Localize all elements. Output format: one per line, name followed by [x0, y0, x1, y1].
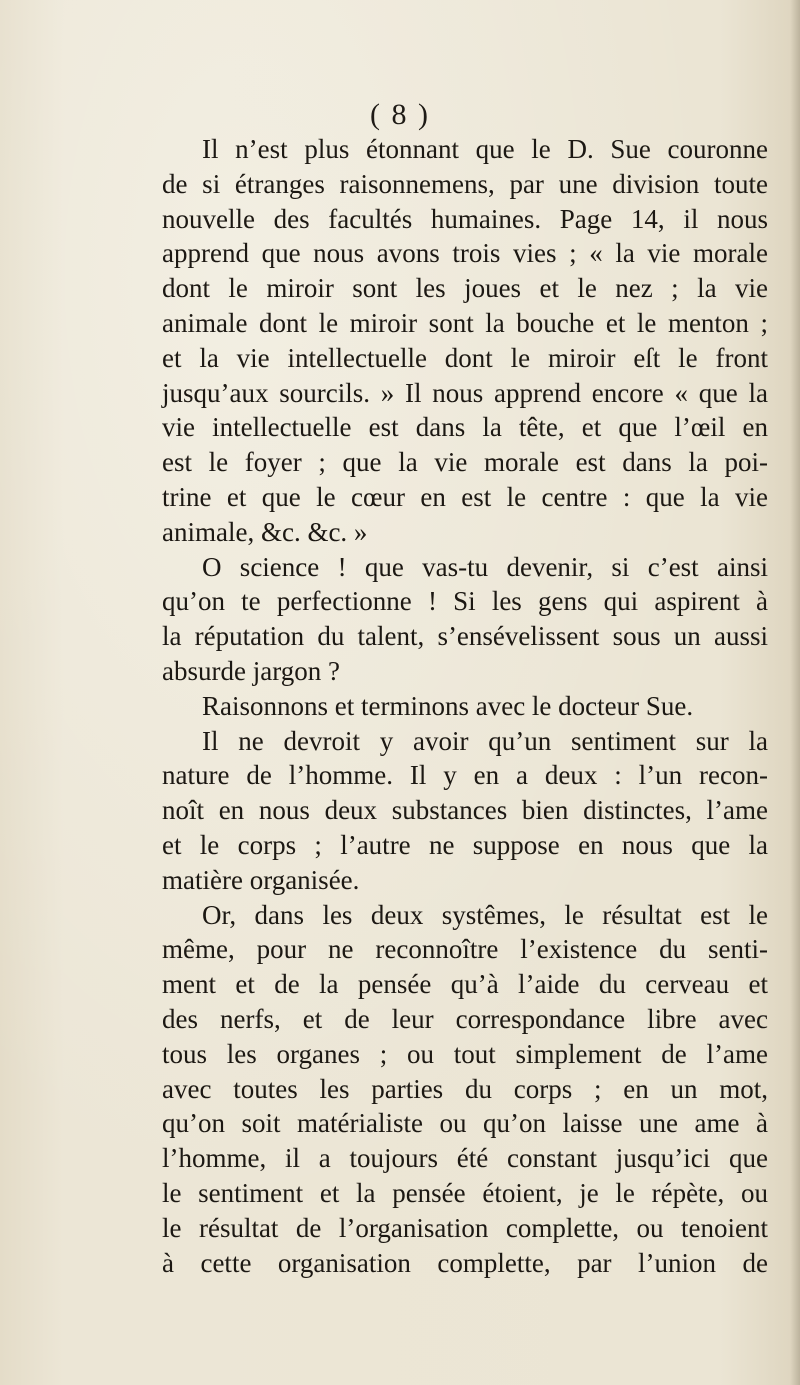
text-line: Raisonnons et terminons avec le docteur Sue. [202, 690, 694, 721]
text-line: animale dont le miroir sont la bouche et le menton ; [162, 307, 768, 338]
page-number: ( 8 ) [370, 98, 430, 131]
text-line: qu’on te perfectionne ! Si les gens qui aspirent à [162, 586, 768, 617]
text-line: le résultat de l’organisation complette, ou tenoient [162, 1212, 768, 1243]
text-line: Il ne devroit y avoir qu’un sentiment sur la [202, 725, 768, 756]
text-line: absurde jargon ? [162, 655, 340, 686]
text-line: la réputation du talent, s’ensévelissent sous un aussi [162, 621, 768, 652]
text-line: à cette organisation complette, par l’union de [162, 1247, 768, 1278]
text-line: de si étranges raisonnemens, par une division toute [162, 168, 768, 199]
text-line: avec toutes les parties du corps ; en un mot, [162, 1073, 768, 1104]
text-line: tous les organes ; ou tout simplement de l’ame [162, 1038, 768, 1069]
text-line: Or, dans les deux systêmes, le résultat est le [202, 899, 768, 930]
text-line: animale, &c. &c. » [162, 516, 368, 547]
text-line: nature de l’homme. Il y en a deux : l’un recon- [162, 760, 768, 791]
text-line: est le foyer ; que la vie morale est dans la poi- [162, 447, 768, 478]
text-line: le sentiment et la pensée étoient, je le répète, ou [162, 1177, 768, 1208]
text-line: ment et de la pensée qu’à l’aide du cerveau et [162, 969, 768, 1000]
text-line: jusqu’aux sourcils. » Il nous apprend encore « que la [162, 377, 768, 408]
text-line: O science ! que vas-tu devenir, si c’est ainsi [202, 551, 768, 582]
text-line: matière organisée. [162, 864, 360, 895]
text-line: qu’on soit matérialiste ou qu’on laisse une ame à [162, 1108, 768, 1139]
text-line: noît en nous deux substances bien distinctes, l’ame [162, 795, 768, 826]
page-text [162, 132, 768, 1280]
text-line: dont le miroir sont les joues et le nez ; la vie [162, 273, 768, 304]
text-line: et le corps ; l’autre ne suppose en nous que la [162, 829, 768, 860]
text-line: vie intellectuelle est dans la tête, et que l’œil en [162, 412, 768, 443]
text-line: nouvelle des facultés humaines. Page 14, il nous [162, 203, 768, 234]
text-line: même, pour ne reconnoître l’existence du senti- [162, 934, 768, 965]
text-line: trine et que le cœur en est le centre : que la vie [162, 481, 768, 512]
page-edge-shadow [790, 0, 800, 1385]
text-line: des nerfs, et de leur correspondance libre avec [162, 1003, 768, 1034]
text-line: l’homme, il a toujours été constant jusqu’ici que [162, 1143, 768, 1174]
text-line: Il n’est plus étonnant que le D. Sue couronne [202, 134, 768, 164]
text-line: apprend que nous avons trois vies ; « la vie morale [162, 238, 768, 269]
text-line: et la vie intellectuelle dont le miroir eſt le front [162, 342, 768, 373]
